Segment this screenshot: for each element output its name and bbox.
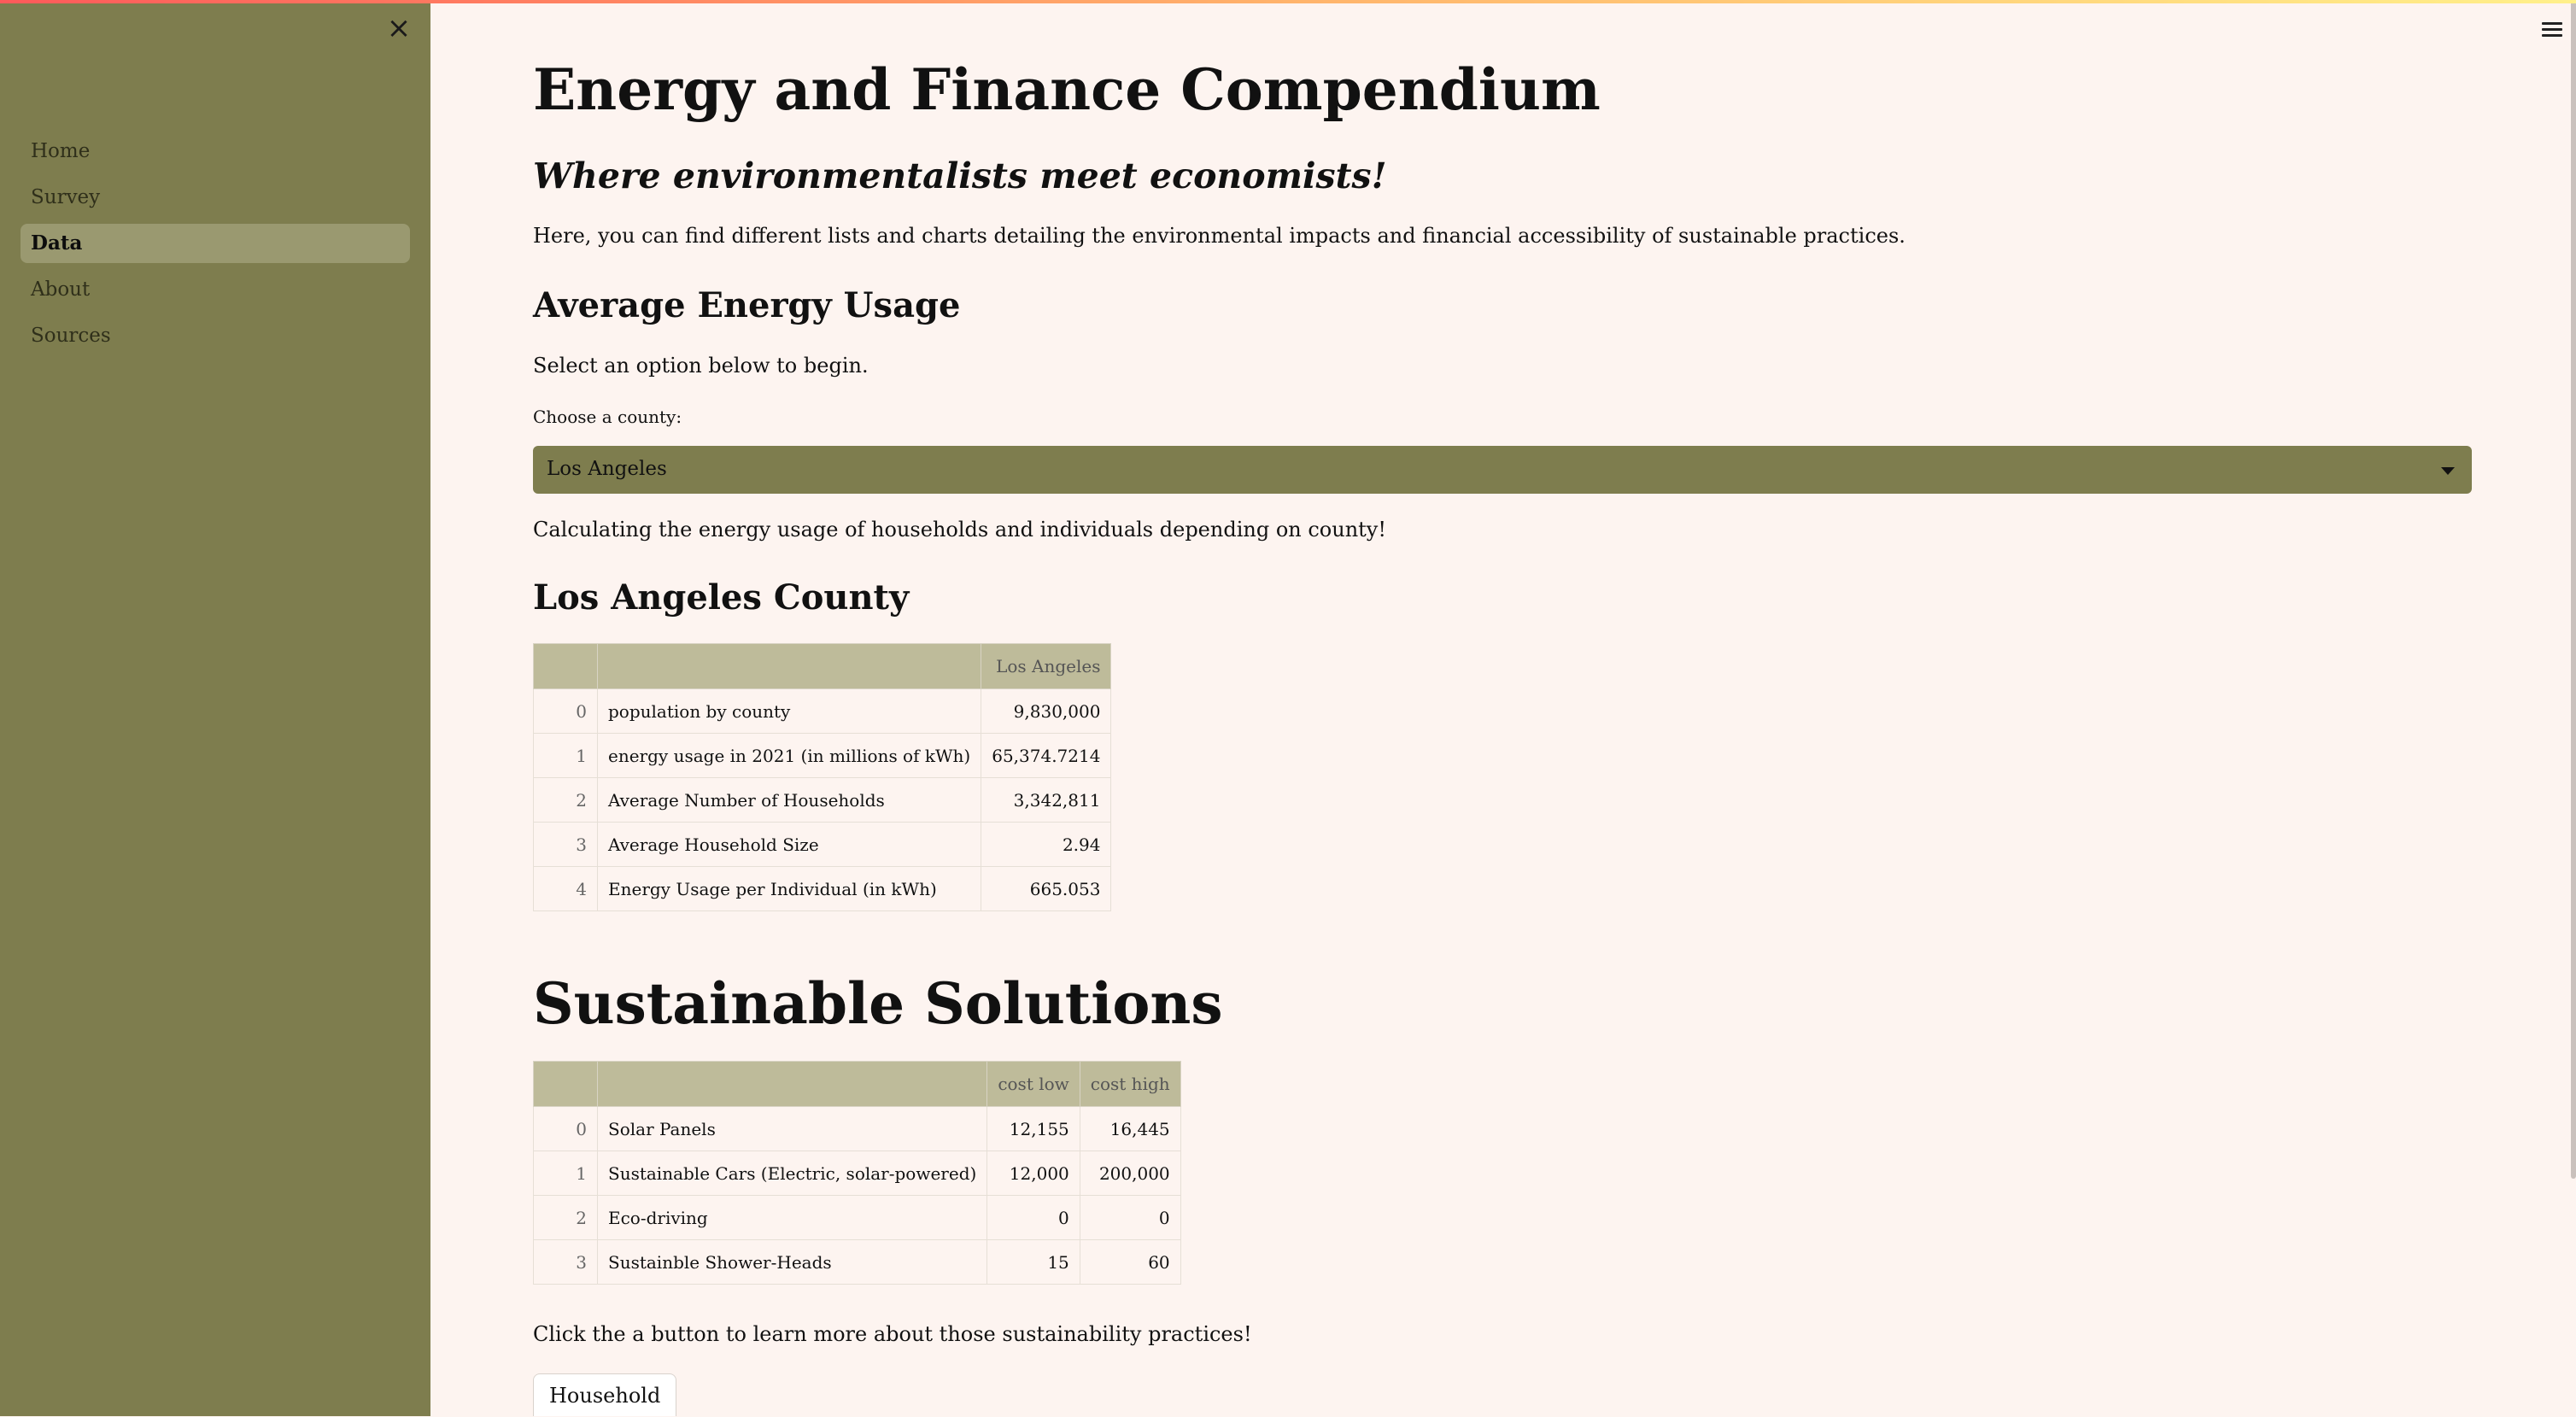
row-cost-low: 0 xyxy=(987,1196,1080,1240)
table-header-label xyxy=(598,644,981,689)
county-select-value: Los Angeles xyxy=(547,458,667,480)
row-value: 65,374.7214 xyxy=(981,734,1111,778)
row-label: Average Household Size xyxy=(598,823,981,867)
chevron-down-icon xyxy=(2441,467,2455,475)
row-label: Sustainable Cars (Electric, solar-powered) xyxy=(598,1151,987,1196)
row-label: Average Number of Households xyxy=(598,778,981,823)
scrollbar[interactable] xyxy=(2571,0,2576,1179)
energy-heading: Average Energy Usage xyxy=(533,285,961,325)
county-select-label: Choose a county: xyxy=(533,407,682,427)
row-label: population by county xyxy=(598,689,981,734)
row-label: Sustainble Shower-Heads xyxy=(598,1240,987,1285)
table-header-cost-high: cost high xyxy=(1080,1062,1180,1107)
row-cost-low: 12,155 xyxy=(987,1107,1080,1151)
table-header-index xyxy=(534,644,598,689)
row-index: 0 xyxy=(534,689,598,734)
sidebar-item-home[interactable]: Home xyxy=(31,140,91,162)
intro-text: Here, you can find different lists and charts detailing the environmental impacts and financial accessibility of sustainable practices. xyxy=(533,224,1906,248)
row-value: 665.053 xyxy=(981,867,1111,911)
row-index: 2 xyxy=(534,1196,598,1240)
county-select[interactable] xyxy=(533,446,2472,494)
row-index: 3 xyxy=(534,823,598,867)
row-label: Solar Panels xyxy=(598,1107,987,1151)
table-header-index xyxy=(534,1062,598,1107)
row-index: 1 xyxy=(534,1151,598,1196)
table-row xyxy=(534,689,1111,734)
row-index: 4 xyxy=(534,867,598,911)
sidebar-item-survey[interactable]: Survey xyxy=(31,186,101,208)
solutions-table xyxy=(533,1061,1181,1285)
table-row xyxy=(534,1196,1181,1240)
row-index: 3 xyxy=(534,1240,598,1285)
table-header-row xyxy=(534,1062,1181,1107)
solutions-heading: Sustainable Solutions xyxy=(533,970,1223,1037)
table-row xyxy=(534,1151,1181,1196)
table-row xyxy=(534,734,1111,778)
table-row xyxy=(534,778,1111,823)
page-subtitle: Where environmentalists meet economists! xyxy=(533,155,1387,196)
row-cost-low: 12,000 xyxy=(987,1151,1080,1196)
sidebar xyxy=(0,0,430,1416)
row-label: Energy Usage per Individual (in kWh) xyxy=(598,867,981,911)
row-cost-high: 16,445 xyxy=(1080,1107,1180,1151)
row-label: Eco-driving xyxy=(598,1196,987,1240)
table-row xyxy=(534,1240,1181,1285)
menu-icon[interactable] xyxy=(2542,22,2562,39)
sidebar-item-about[interactable]: About xyxy=(31,278,91,301)
sidebar-item-sources[interactable]: Sources xyxy=(31,325,111,347)
row-value: 2.94 xyxy=(981,823,1111,867)
top-decoration-bar xyxy=(0,0,2576,3)
row-label: energy usage in 2021 (in millions of kWh) xyxy=(598,734,981,778)
row-index: 1 xyxy=(534,734,598,778)
row-cost-high: 200,000 xyxy=(1080,1151,1180,1196)
table-header-row xyxy=(534,644,1111,689)
table-header-county: Los Angeles xyxy=(981,644,1111,689)
row-index: 0 xyxy=(534,1107,598,1151)
table-header-label xyxy=(598,1062,987,1107)
energy-table xyxy=(533,643,1111,911)
row-cost-high: 0 xyxy=(1080,1196,1180,1240)
sidebar-nav xyxy=(20,132,410,362)
row-index: 2 xyxy=(534,778,598,823)
close-icon[interactable]: × xyxy=(386,11,412,45)
table-row xyxy=(534,823,1111,867)
county-heading: Los Angeles County xyxy=(533,577,910,618)
energy-instruction: Select an option below to begin. xyxy=(533,354,869,378)
table-header-cost-low: cost low xyxy=(987,1062,1080,1107)
page-title: Energy and Finance Compendium xyxy=(533,56,1601,123)
solutions-prompt: Click the a button to learn more about those sustainability practices! xyxy=(533,1322,1252,1346)
row-cost-high: 60 xyxy=(1080,1240,1180,1285)
table-row xyxy=(534,1107,1181,1151)
household-button[interactable]: Household xyxy=(533,1373,676,1416)
row-value: 3,342,811 xyxy=(981,778,1111,823)
row-value: 9,830,000 xyxy=(981,689,1111,734)
calc-text: Calculating the energy usage of households and individuals depending on county! xyxy=(533,518,1387,542)
table-row xyxy=(534,867,1111,911)
row-cost-low: 15 xyxy=(987,1240,1080,1285)
sidebar-item-data[interactable]: Data xyxy=(20,224,410,263)
